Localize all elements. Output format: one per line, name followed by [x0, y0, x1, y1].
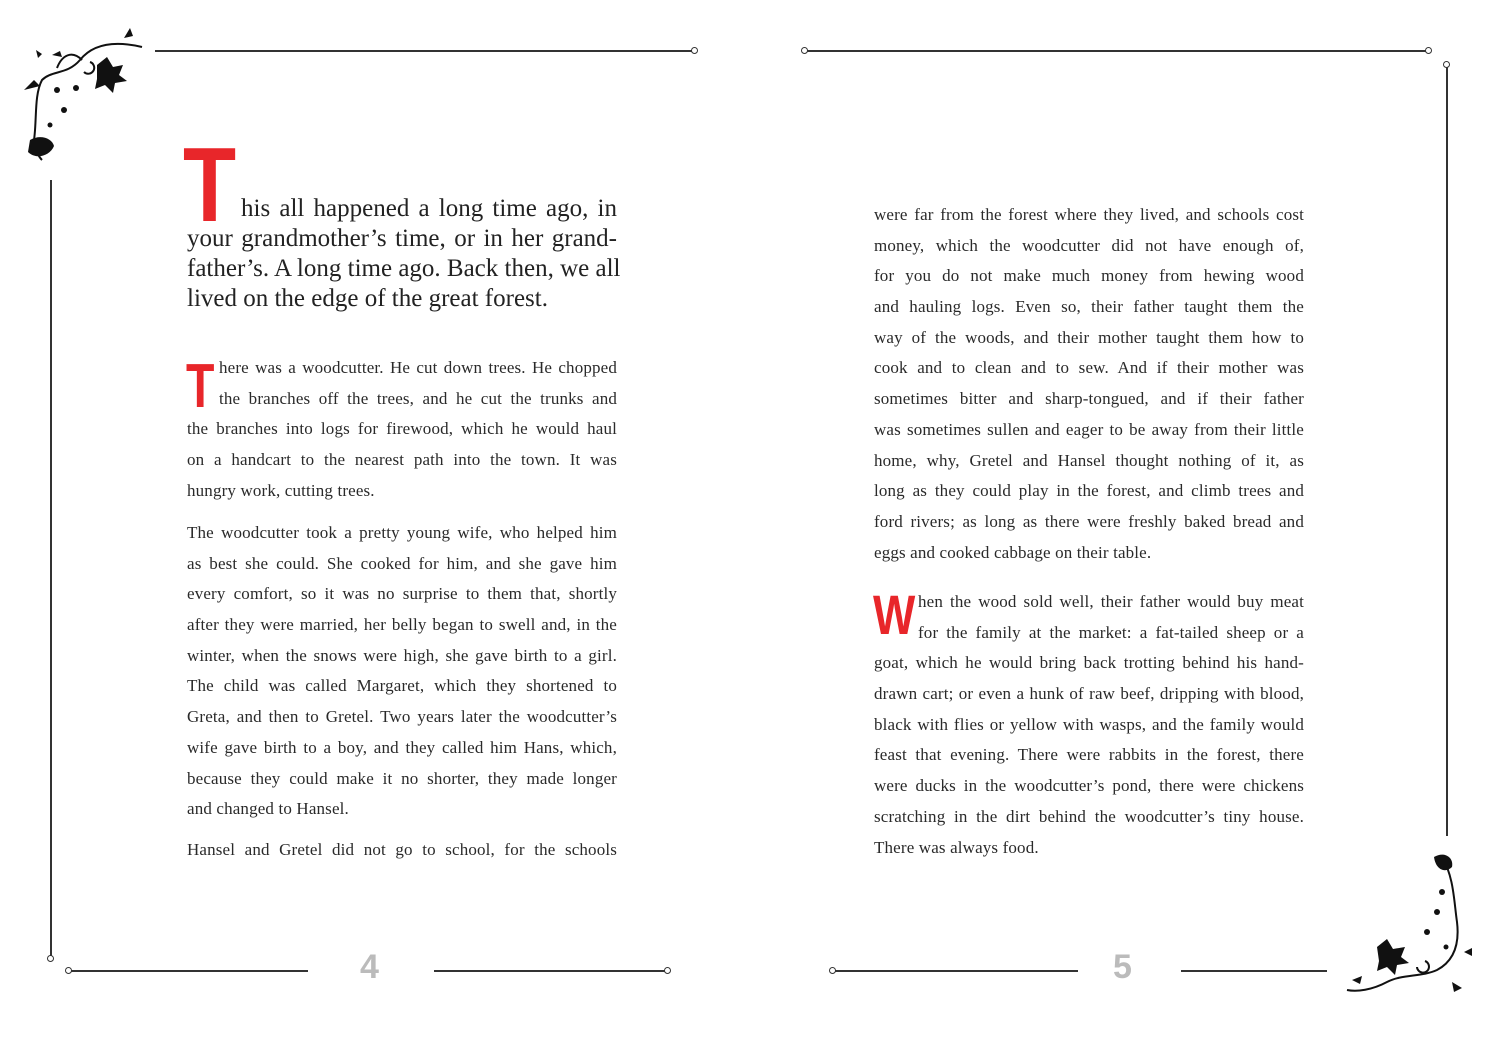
- text-line: black with flies or yellow with wasps, and the family would: [874, 714, 1304, 734]
- text-line: way of the woods, and their mother taught them how to: [874, 327, 1304, 347]
- rule-end-dot: [801, 47, 808, 54]
- bottom-rule-right-a: [834, 970, 1078, 972]
- text-line: scratching in the dirt behind the woodcutter’s tiny house.: [874, 806, 1304, 826]
- text-line: and changed to Hansel.: [187, 799, 349, 819]
- text-line: home, why, Gretel and Hansel thought nothing of it, as: [874, 450, 1304, 470]
- text-line: lived on the edge of the great forest.: [187, 285, 548, 312]
- text-line: for the family at the market: a fat-tailed sheep or a: [918, 622, 1304, 642]
- floral-corner-ornament-bottom-right: [1342, 852, 1477, 1002]
- paragraph: [873, 583, 1304, 863]
- rule-end-dot: [65, 967, 72, 974]
- text-line: the branches off the trees, and he cut the trunks and: [219, 388, 617, 408]
- rule-end-dot: [1443, 61, 1450, 68]
- intro-paragraph: [187, 194, 621, 314]
- text-line: ford rivers; as long as there were freshly baked bread and: [874, 511, 1304, 531]
- bottom-rule-right-b: [1181, 970, 1327, 972]
- text-line: drawn cart; or even a hunk of raw beef, dripping with blood,: [874, 684, 1304, 704]
- text-line: every comfort, so it was no surprise to them that, shortly: [187, 584, 617, 604]
- text-line: father’s. A long time ago. Back then, we all: [187, 255, 621, 282]
- rule-end-dot: [829, 967, 836, 974]
- floral-corner-ornament-top-left: [12, 20, 152, 170]
- drop-cap: T: [183, 126, 237, 244]
- rule-end-dot: [691, 47, 698, 54]
- text-line: There was always food.: [874, 837, 1039, 857]
- text-line: and hauling logs. Even so, their father taught them the: [874, 297, 1304, 317]
- text-line: after they were married, her belly began to swell and, in the: [187, 615, 617, 635]
- text-line: on a handcart to the nearest path into the town. It was: [187, 450, 617, 470]
- paragraph: [187, 518, 617, 825]
- text-line: cook and to clean and to sew. And if their mother was: [874, 358, 1304, 378]
- drop-cap: W: [873, 583, 916, 646]
- text-line: long as they could play in the forest, and climb trees and: [874, 481, 1304, 501]
- text-line: winter, when the snows were high, she gave birth to a girl.: [187, 645, 617, 665]
- rule-end-dot: [47, 955, 54, 962]
- text-line: The woodcutter took a pretty young wife, who helped him: [187, 523, 617, 542]
- text-line: for you do not make much money from hewing wood: [874, 266, 1304, 286]
- rule-end-dot: [1425, 47, 1432, 54]
- text-line: because they could make it no shorter, they made longer: [187, 768, 617, 788]
- page-number: 4: [360, 948, 379, 986]
- text-line: your grandmother’s time, or in her grand-: [187, 225, 617, 252]
- text-line: hungry work, cutting trees.: [187, 480, 375, 500]
- right-vertical-rule: [1446, 66, 1448, 836]
- top-rule-right: [805, 50, 1427, 52]
- text-line: here was a woodcutter. He cut down trees. He chopped: [219, 358, 617, 377]
- text-line: was sometimes sullen and eager to be away from their little: [874, 419, 1304, 439]
- top-rule-left: [155, 50, 693, 52]
- drop-cap: T: [186, 352, 215, 421]
- text-line: eggs and cooked cabbage on their table.: [874, 542, 1152, 562]
- text-line: money, which the woodcutter did not have enough of,: [874, 235, 1304, 255]
- text-line: goat, which he would bring back trotting behind his hand-: [874, 653, 1304, 673]
- left-vertical-rule: [50, 180, 52, 957]
- bottom-rule-left-a: [70, 970, 308, 972]
- text-line: wife gave birth to a boy, and they called him Hans, which,: [187, 737, 617, 757]
- paragraph: [187, 353, 617, 506]
- text-line: Greta, and then to Gretel. Two years later the woodcutter’s: [187, 707, 617, 727]
- paragraph: [874, 200, 1304, 568]
- text-line: Hansel and Gretel did not go to school, for the schools: [187, 840, 617, 859]
- text-line: were ducks in the woodcutter’s pond, there were chickens: [874, 776, 1304, 796]
- text-line: were far from the forest where they lived, and schools cost: [874, 205, 1304, 224]
- text-line: his all happened a long time ago, in: [241, 195, 617, 222]
- paragraph: [187, 835, 617, 866]
- text-line: as best she could. She cooked for him, and she gave him: [187, 553, 617, 573]
- bottom-rule-left-b: [434, 970, 666, 972]
- text-line: The child was called Margaret, which they shortened to: [187, 676, 617, 696]
- text-line: the branches into logs for firewood, which he would haul: [187, 419, 617, 439]
- text-line: feast that evening. There were rabbits in the forest, there: [874, 745, 1304, 765]
- text-line: hen the wood sold well, their father would buy meat: [918, 592, 1304, 611]
- page-number: 5: [1113, 948, 1132, 986]
- text-line: sometimes bitter and sharp-tongued, and if their father: [874, 389, 1304, 409]
- rule-end-dot: [664, 967, 671, 974]
